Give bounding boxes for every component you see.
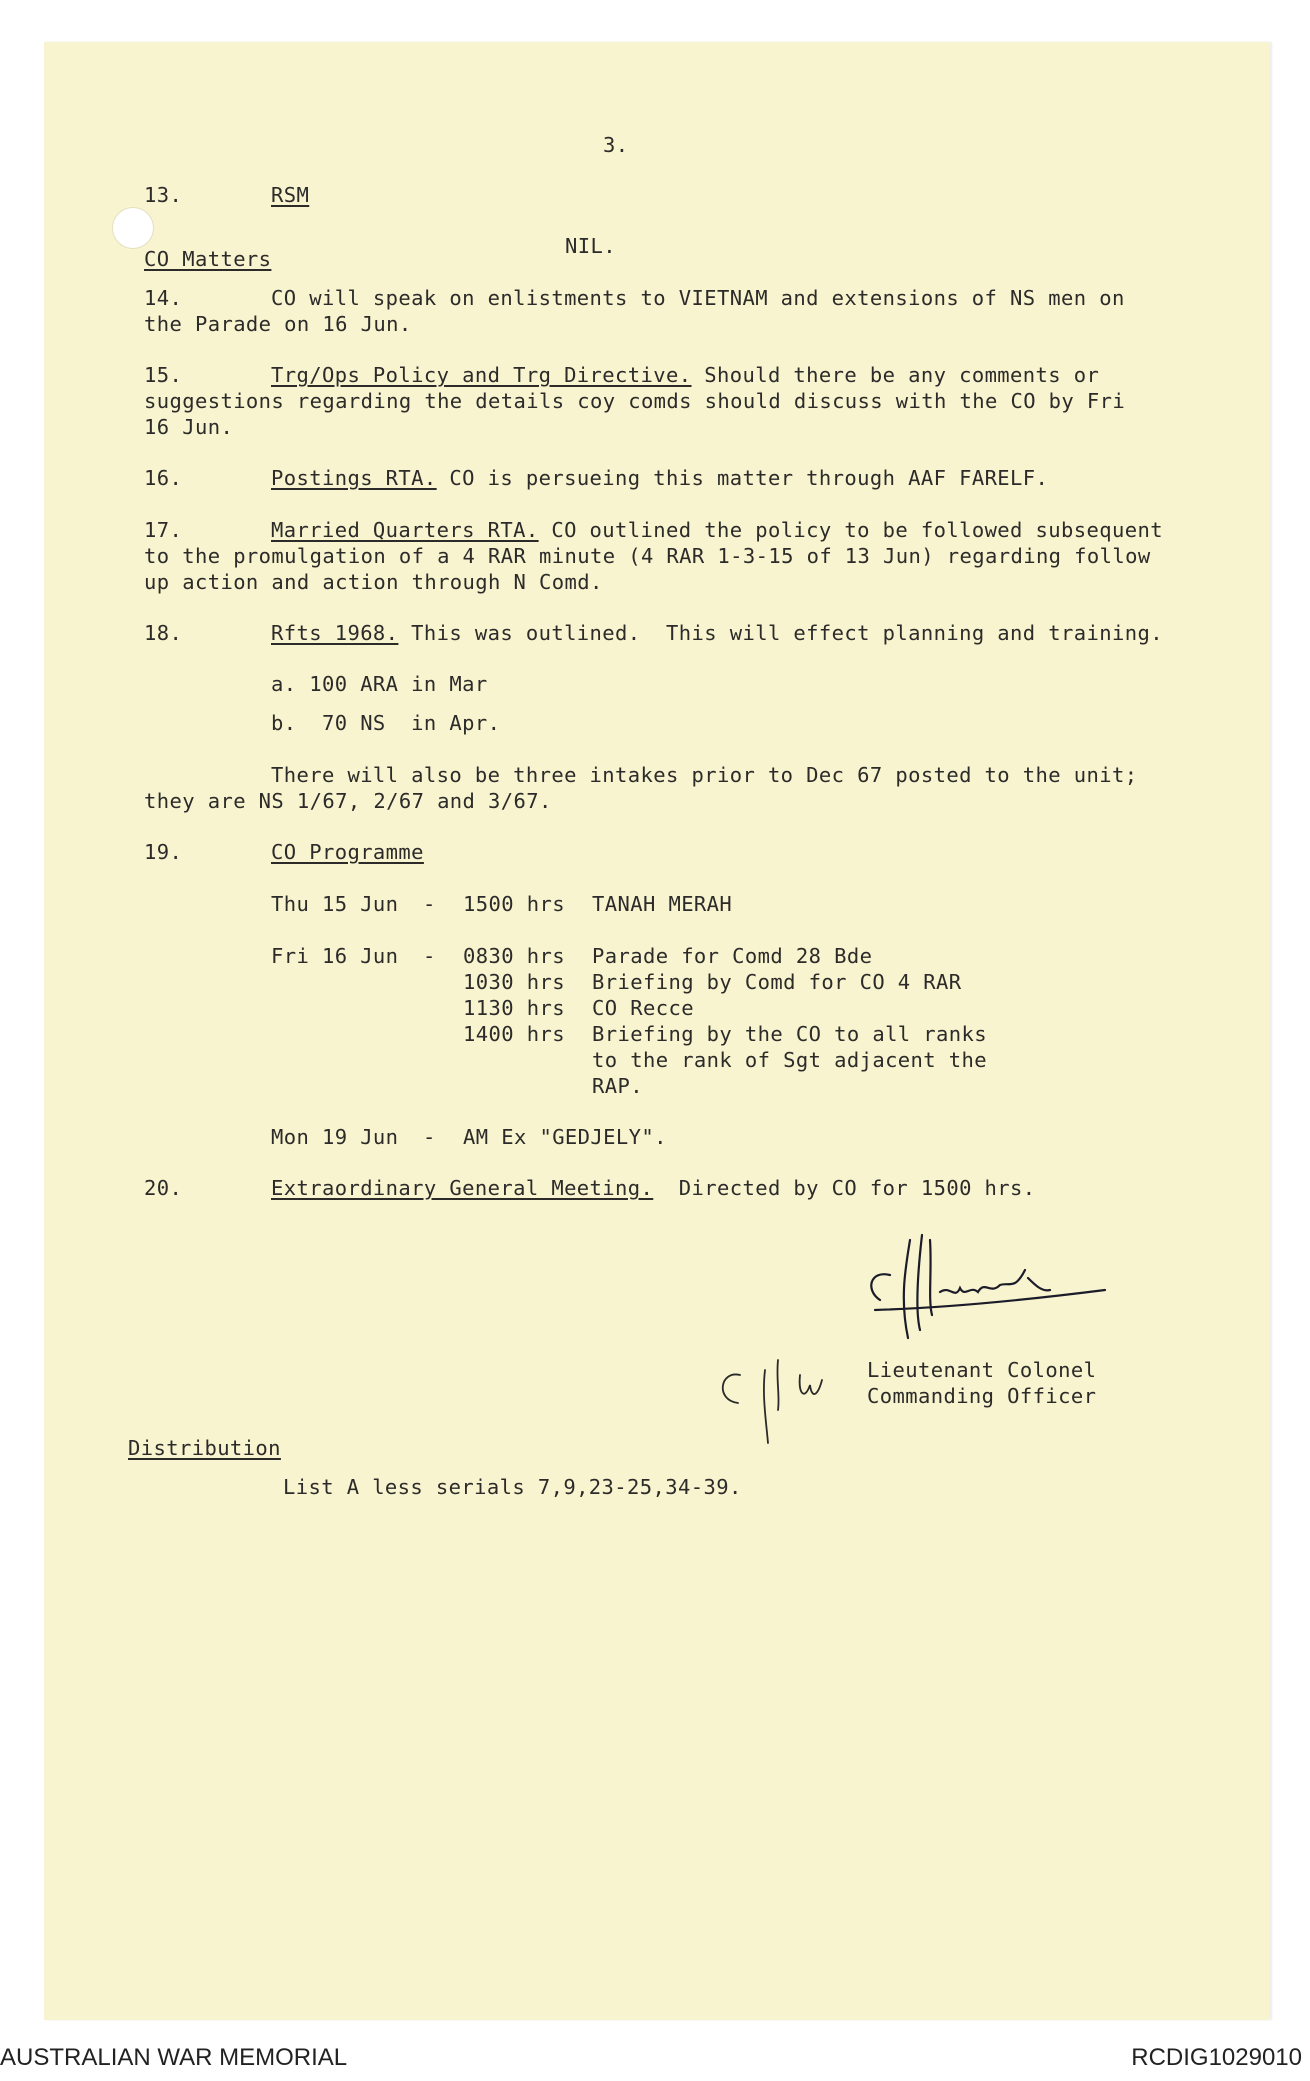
programme-day: Thu 15 Jun (271, 892, 399, 916)
footer-record-id: RCDIG1029010 (1131, 2044, 1302, 2071)
para-17-line3: up action and action through N Comd. (144, 570, 603, 594)
programme-time: 1130 hrs (463, 996, 565, 1020)
programme-entry: Briefing by Comd for CO 4 RAR (592, 970, 962, 994)
programme-entry: AM Ex "GEDJELY". (463, 1125, 667, 1149)
para-14-line2: the Parade on 16 Jun. (144, 312, 412, 336)
co-matters-heading: CO Matters (144, 247, 272, 271)
para-20-number: 20. (144, 1176, 183, 1200)
para-17-line2: to the promulgation of a 4 RAR minute (4 RAR 1-3-15 of 13 Jun) regarding follow (144, 544, 1151, 568)
para-17-heading: Married Quarters RTA. (271, 518, 539, 542)
para-17-number: 17. (144, 518, 183, 542)
para-18-number: 18. (144, 621, 183, 645)
para-16-number: 16. (144, 466, 183, 490)
nil-text: NIL. (565, 234, 616, 258)
para-17-line1 (271, 517, 1163, 543)
programme-day: Fri 16 Jun (271, 944, 399, 968)
initials (710, 1355, 850, 1445)
para-18-line (271, 620, 1163, 646)
para-15-heading: Trg/Ops Policy and Trg Directive. (271, 363, 692, 387)
para-14-number: 14. (144, 286, 183, 310)
para-19-heading: CO Programme (271, 840, 424, 864)
para-15-number: 15. (144, 363, 183, 387)
programme-day: Mon 19 Jun (271, 1125, 399, 1149)
para-15-line1 (271, 362, 1099, 388)
footer-institution: AUSTRALIAN WAR MEMORIAL (0, 2044, 348, 2071)
para-13-number: 13. (144, 183, 183, 207)
para-18-heading: Rfts 1968. (271, 621, 399, 645)
para-18-line2: they are NS 1/67, 2/67 and 3/67. (144, 789, 552, 813)
para-20-text: Directed by CO for 1500 hrs. (653, 1176, 1036, 1200)
programme-entry: Parade for Comd 28 Bde (592, 944, 873, 968)
programme-dash: - (423, 892, 436, 916)
distribution-heading: Distribution (128, 1436, 281, 1460)
para-18-line1: There will also be three intakes prior to Dec 67 posted to the unit; (271, 763, 1138, 787)
para-16-heading: Postings RTA. (271, 466, 437, 490)
punch-hole (112, 207, 154, 249)
para-15-line2: suggestions regarding the details coy comds should discuss with the CO by Fri (144, 389, 1126, 413)
para-15-line3: 16 Jun. (144, 415, 234, 439)
page-number: 3. (603, 133, 629, 157)
para-16-line (271, 465, 1048, 491)
para-14-line1: CO will speak on enlistments to VIETNAM and extensions of NS men on (271, 286, 1125, 310)
para-15-line1-text: Should there be any comments or (691, 363, 1100, 387)
programme-entry: to the rank of Sgt adjacent the (592, 1048, 988, 1072)
para-13-heading: RSM (271, 183, 310, 207)
para-20-line (271, 1175, 1036, 1201)
programme-time: 0830 hrs (463, 944, 565, 968)
para-17-line1-text: CO outlined the policy to be followed subsequent (538, 518, 1163, 542)
programme-dash: - (423, 944, 436, 968)
para-18-text: This was outlined. This will effect planning and training. (398, 621, 1163, 645)
programme-entry: CO Recce (592, 996, 694, 1020)
para-18-sub-b: b. 70 NS in Apr. (271, 711, 501, 735)
programme-entry: TANAH MERAH (592, 892, 733, 916)
programme-time: 1500 hrs (463, 892, 565, 916)
para-18-sub-a: a. 100 ARA in Mar (271, 672, 488, 696)
para-16-text: CO is persueing this matter through AAF FARELF. (436, 466, 1049, 490)
signature (860, 1230, 1120, 1350)
signature-appointment: Commanding Officer (867, 1384, 1097, 1408)
distribution-text: List A less serials 7,9,23-25,34-39. (283, 1475, 742, 1499)
programme-time: 1400 hrs (463, 1022, 565, 1046)
programme-entry: RAP. (592, 1074, 643, 1098)
programme-entry: Briefing by the CO to all ranks (592, 1022, 988, 1046)
para-19-number: 19. (144, 840, 183, 864)
para-20-heading: Extraordinary General Meeting. (271, 1176, 654, 1200)
programme-time: 1030 hrs (463, 970, 565, 994)
programme-dash: - (423, 1125, 436, 1149)
signature-rank: Lieutenant Colonel (867, 1358, 1097, 1382)
